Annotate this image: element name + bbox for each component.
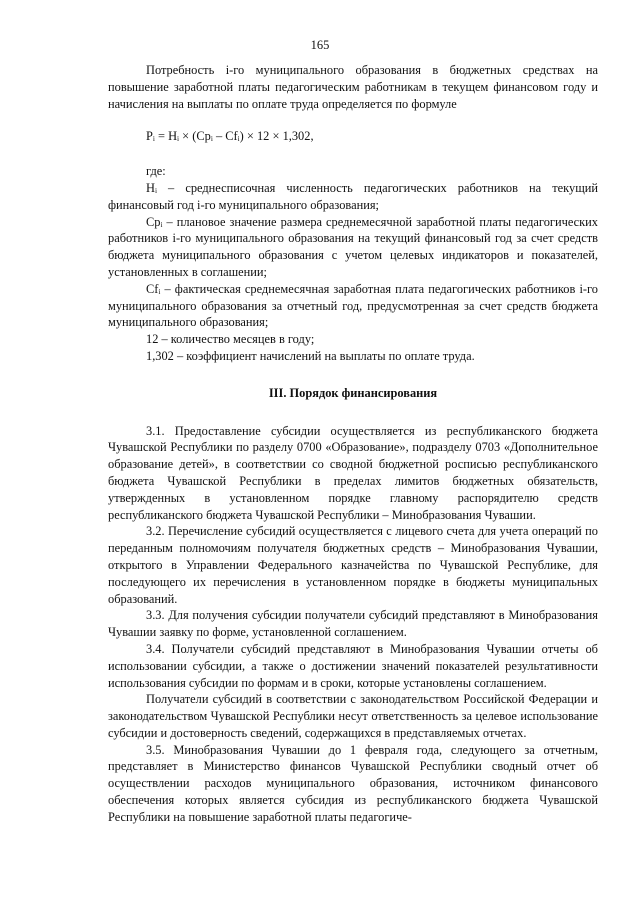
formula: Pᵢ = Hᵢ × (Cpᵢ – Cfᵢ) × 12 × 1,302, bbox=[146, 129, 314, 144]
definition-cpi: Cpᵢ – плановое значение размера среднемесячной заработной платы педагогических работников i-го муниципального образования на текущий финансовый год за счет средств бюджета муниципального образования с учетом целевых индикаторов и показателей, установленных в соглашении; bbox=[108, 214, 598, 279]
definition-hi: Hᵢ – среднесписочная численность педагогических работников на текущий финансовый год i-го муниципального образования; bbox=[108, 180, 598, 212]
definition-coefficient: 1,302 – коэффициент начислений на выплаты по оплате труда. bbox=[146, 348, 475, 363]
page-content bbox=[108, 62, 598, 826]
definition-months: 12 – количество месяцев в году; bbox=[146, 332, 315, 347]
page-number: 165 bbox=[310, 38, 330, 52]
paragraph-3-4: 3.4. Получатели субсидий представляют в Минобразования Чувашии отчеты об использовании субсидии, а также о достижении значений показателей результативности использования субсидии по формам и в сроки, которые установлены соглашением. bbox=[108, 641, 598, 690]
paragraph-3-5: 3.5. Минобразования Чувашии до 1 февраля года, следующего за отчетным, представляет в Министерство финансов Чувашской Республики сводный отчет об осуществлении расходов муниципального образования, источником финансового обеспечения которых является субсидия из республиканского бюджета Чувашской Республики на повышение заработной платы педагогиче- bbox=[108, 742, 598, 824]
definition-cfi: Cfᵢ – фактическая среднемесячная заработная плата педагогических работников i-го муниципального образования за отчетный год, предусмотренная за счет средств бюджета муниципального образования; bbox=[108, 281, 598, 330]
paragraph-responsibility: Получатели субсидий в соответствии с законодательством Российской Федерации и законодательством Чувашской Республики несут ответственность за целевое использование субсидии и достоверность сведений, содержащихся в представляемых отчетах. bbox=[108, 692, 598, 740]
paragraph-3-3: 3.3. Для получения субсидии получатели субсидий представляют в Минобразования Чувашии заявку по форме, установленной соглашением. bbox=[108, 608, 598, 640]
where-label: где: bbox=[146, 164, 166, 179]
section-heading: III. Порядок финансирования bbox=[268, 385, 438, 400]
paragraph-3-2: 3.2. Перечисление субсидий осуществляется с лицевого счета для учета операций по переданным полномочиям получателя бюджетных средств – Минобразования Чувашии, открытого в Управлении Федерального казначейства по Чувашской Республике, для последующего их перечисления в установленном порядке в бюджеты муниципальных образований. bbox=[108, 524, 598, 606]
paragraph-3-1: 3.1. Предоставление субсидии осуществляется из республиканского бюджета Чувашской Республики по разделу 0700 «Образование», подразделу 0703 «Дополнительное образование детей», в соответствии со сводной бюджетной росписью республиканского бюджета Чувашской Республики в пределах лимитов бюджетных обязательств, утвержденных в установленном порядке главному распорядителю средств республиканского бюджета Чувашской Республики – Минобразования Чувашии. bbox=[108, 423, 598, 522]
intro-paragraph: Потребность i-го муниципального образования в бюджетных средствах на повышение заработной платы педагогическим работникам в текущем финансовом году и начисления на выплаты по оплате труда определяется по формуле bbox=[108, 63, 598, 111]
